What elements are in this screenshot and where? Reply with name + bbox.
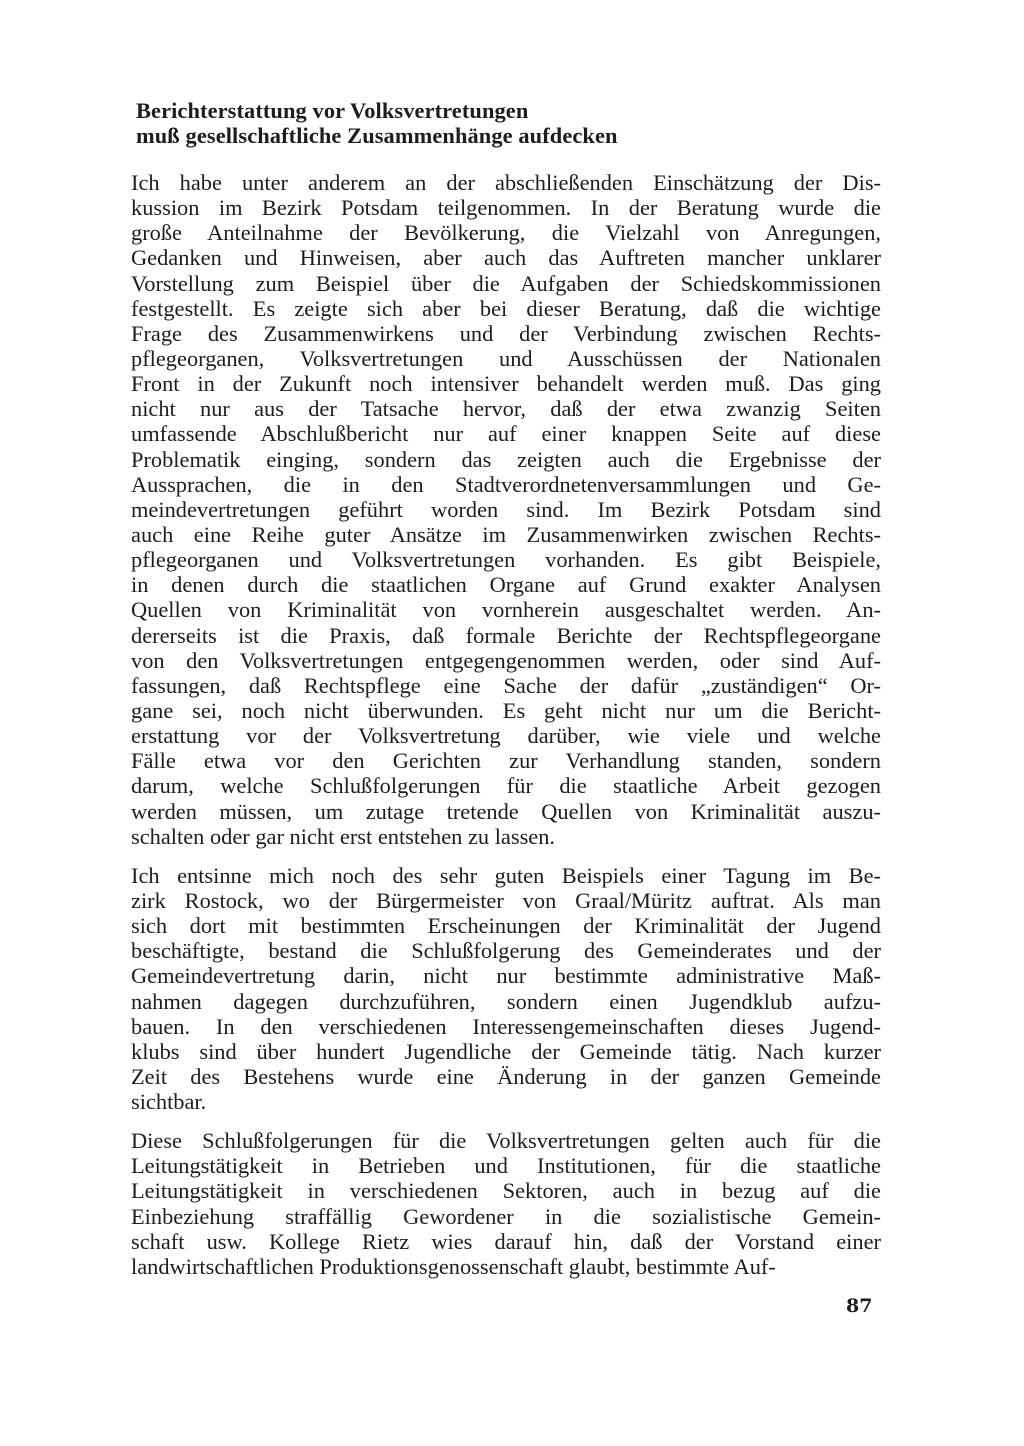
text-line: umfassende Abschlußbericht nur auf einer knappen Seite auf diese	[131, 421, 881, 447]
text-line: nicht nur aus der Tatsache hervor, daß der etwa zwanzig Seiten	[131, 396, 881, 422]
text-line: pflegeorganen und Volksvertretungen vorhanden. Es gibt Beispiele,	[131, 547, 881, 573]
section-heading-line: muß gesellschaftliche Zusammenhänge aufdecken	[136, 123, 618, 149]
text-line: bauen. In den verschiedenen Interessengemeinschaften dieses Jugend-	[131, 1013, 881, 1039]
body-text	[131, 170, 881, 1293]
section-heading-line: Berichterstattung vor Volksvertretungen	[136, 98, 529, 123]
text-line: von den Volksvertretungen entgegengenommen werden, oder sind Auf-	[131, 647, 881, 673]
page-number: 87	[846, 1295, 873, 1317]
text-line: Gedanken und Hinweisen, aber auch das Auftreten mancher unklarer	[131, 245, 881, 271]
text-line: zirk Rostock, wo der Bürgermeister von Graal/Müritz auftrat. Als man	[131, 887, 881, 913]
text-line: Ich habe unter anderem an der abschließenden Einschätzung der Dis-	[131, 170, 881, 195]
text-line: Frage des Zusammenwirkens und der Verbindung zwischen Rechts-	[131, 320, 881, 346]
text-line: gane sei, noch nicht überwunden. Es geht nicht nur um die Bericht-	[131, 697, 881, 723]
section-heading	[136, 98, 896, 148]
text-line: große Anteilnahme der Bevölkerung, die Vielzahl von Anregungen,	[131, 220, 881, 246]
text-line: sich dort mit bestimmten Erscheinungen der Kriminalität der Jugend	[131, 913, 881, 939]
text-line: Aussprachen, die in den Stadtverordnetenversammlungen und Ge-	[131, 471, 881, 497]
text-line: nahmen dagegen durchzuführen, sondern einen Jugendklub aufzu-	[131, 988, 881, 1014]
text-line: auch eine Reihe guter Ansätze im Zusammenwirken zwischen Rechts-	[131, 521, 881, 547]
text-line: landwirtschaftlichen Produktionsgenossenschaft glaubt, bestimmte Auf-	[131, 1253, 776, 1279]
text-line: fassungen, daß Rechtspflege eine Sache der dafür „zuständigen“ Or-	[131, 672, 881, 698]
text-line: erstattung vor der Volksvertretung darüber, wie viele und welche	[131, 723, 881, 749]
text-line: werden müssen, um zutage tretende Quellen von Kriminalität auszu-	[131, 798, 881, 824]
text-line: festgestellt. Es zeigte sich aber bei dieser Beratung, daß die wichtige	[131, 295, 881, 321]
text-line: sichtbar.	[131, 1089, 207, 1115]
text-line: schalten oder gar nicht erst entstehen zu lassen.	[131, 823, 556, 849]
text-line: Front in der Zukunft noch intensiver behandelt werden muß. Das ging	[131, 371, 881, 397]
text-line: schaft usw. Kollege Rietz wies darauf hin, daß der Vorstand einer	[131, 1228, 881, 1254]
text-line: Leitungstätigkeit in verschiedenen Sektoren, auch in bezug auf die	[131, 1178, 881, 1204]
text-line: in denen durch die staatlichen Organe auf Grund exakter Analysen	[131, 572, 881, 598]
text-line: Ich entsinne mich noch des sehr guten Beispiels einer Tagung im Be-	[131, 862, 881, 888]
text-line: Gemeindevertretung darin, nicht nur bestimmte administrative Maß-	[131, 963, 881, 989]
text-line: darum, welche Schlußfolgerungen für die staatliche Arbeit gezogen	[131, 773, 881, 799]
text-line: Diese Schlußfolgerungen für die Volksvertretungen gelten auch für die	[131, 1128, 881, 1154]
paragraph	[131, 1128, 881, 1279]
text-line: Einbeziehung straffällig Gewordener in die sozialistische Gemein-	[131, 1203, 881, 1229]
text-line: dererseits ist die Praxis, daß formale Berichte der Rechtspflegeorgane	[131, 622, 881, 648]
text-line: Zeit des Bestehens wurde eine Änderung in der ganzen Gemeinde	[131, 1063, 881, 1089]
text-line: Vorstellung zum Beispiel über die Aufgaben der Schiedskommissionen	[131, 270, 881, 296]
paragraph	[131, 170, 881, 849]
text-line: Quellen von Kriminalität von vornherein ausgeschaltet werden. An-	[131, 597, 881, 623]
text-line: Fälle etwa vor den Gerichten zur Verhandlung standen, sondern	[131, 748, 881, 774]
text-line: meindevertretungen geführt worden sind. Im Bezirk Potsdam sind	[131, 496, 881, 522]
text-line: beschäftigte, bestand die Schlußfolgerung des Gemeinderates und der	[131, 938, 881, 964]
text-line: pflegeorganen, Volksvertretungen und Ausschüssen der Nationalen	[131, 345, 881, 371]
text-line: kussion im Bezirk Potsdam teilgenommen. In der Beratung wurde die	[131, 195, 881, 221]
text-line: Problematik einging, sondern das zeigten auch die Ergebnisse der	[131, 446, 881, 472]
text-line: Leitungstätigkeit in Betrieben und Institutionen, für die staatliche	[131, 1153, 881, 1179]
text-line: klubs sind über hundert Jugendliche der Gemeinde tätig. Nach kurzer	[131, 1038, 881, 1064]
paragraph	[131, 863, 881, 1114]
